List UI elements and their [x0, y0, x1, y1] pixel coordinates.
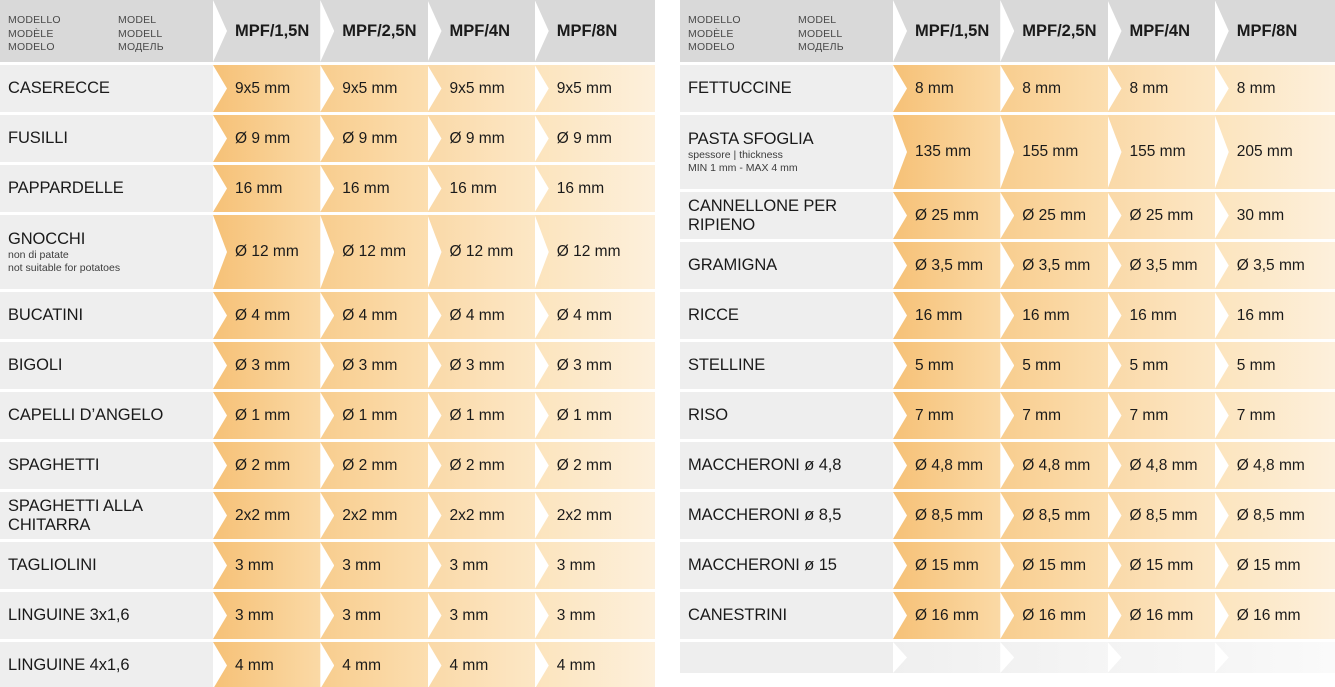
row-value-cell: 155 mm — [1000, 115, 1120, 189]
row-value-cell: Ø 9 mm — [535, 115, 655, 162]
row-product-title: RICCE — [688, 306, 739, 324]
row-value-cell: Ø 12 mm — [428, 215, 548, 289]
row-value-cell: Ø 4 mm — [213, 292, 333, 339]
row-product-name — [680, 642, 893, 673]
row-product-name — [0, 115, 213, 162]
row-value-cell: 30 mm — [1215, 192, 1335, 239]
header-label-modello: MODELLO — [8, 14, 61, 27]
row-product-title: STELLINE — [688, 356, 766, 374]
row-product-name — [0, 442, 213, 489]
row-value-cell: Ø 8,5 mm — [893, 492, 1013, 539]
row-value-cell: 3 mm — [428, 542, 548, 589]
row-product-title: GRAMIGNA — [688, 256, 778, 274]
header-label-model-ru: МОДЕЛЬ — [798, 41, 844, 54]
row-value-cell: 9x5 mm — [213, 65, 333, 112]
row-value-cell: Ø 25 mm — [893, 192, 1013, 239]
row-value-cell: Ø 16 mm — [893, 592, 1013, 639]
table-row — [0, 115, 655, 162]
row-product-name — [680, 242, 893, 289]
row-product-title: RISO — [688, 406, 728, 424]
row-product-name — [680, 592, 893, 639]
row-value-cell: 4 mm — [213, 642, 333, 687]
table-row — [0, 342, 655, 389]
row-value-cell — [1108, 642, 1228, 673]
row-value-cell — [1000, 642, 1120, 673]
row-product-title: FETTUCCINE — [688, 79, 792, 97]
row-value-cell: 135 mm — [893, 115, 1013, 189]
row-value-cell: Ø 12 mm — [535, 215, 655, 289]
row-value-cell: 3 mm — [535, 592, 655, 639]
header-model-mpf25n: MPF/2,5N — [320, 0, 440, 62]
row-value-cell: Ø 3 mm — [428, 342, 548, 389]
header-label-model-ru: МОДЕЛЬ — [118, 41, 164, 54]
table-row — [0, 542, 655, 589]
table-row — [680, 442, 1335, 489]
row-product-name — [0, 215, 213, 289]
row-product-title: TAGLIOLINI — [8, 556, 97, 574]
table-row — [0, 292, 655, 339]
row-value-cell: Ø 3 mm — [213, 342, 333, 389]
row-value-cell: Ø 8,5 mm — [1215, 492, 1335, 539]
row-value-cell: 7 mm — [1108, 392, 1228, 439]
row-product-title: CANNELLONE PER RIPIENO — [688, 196, 837, 234]
row-value-cell: Ø 8,5 mm — [1000, 492, 1120, 539]
table-row — [680, 192, 1335, 239]
row-value-cell: 3 mm — [320, 542, 440, 589]
row-product-title: SPAGHETTI — [8, 456, 100, 474]
row-value-cell: 16 mm — [320, 165, 440, 212]
table-row — [680, 492, 1335, 539]
row-value-cell: 5 mm — [1108, 342, 1228, 389]
header-label-modele: MODÈLE — [688, 27, 734, 40]
row-value-cell: 9x5 mm — [320, 65, 440, 112]
row-value-cell: Ø 2 mm — [428, 442, 548, 489]
row-value-cell: Ø 12 mm — [320, 215, 440, 289]
table-header-row — [680, 0, 1335, 62]
header-label-modelo: MODELO — [688, 41, 735, 54]
row-value-cell: 8 mm — [893, 65, 1013, 112]
header-model-labels — [0, 0, 213, 62]
table-row — [680, 65, 1335, 112]
row-value-cell: 5 mm — [1000, 342, 1120, 389]
row-product-name — [0, 292, 213, 339]
row-value-cell: Ø 1 mm — [213, 392, 333, 439]
row-value-cell: 4 mm — [320, 642, 440, 687]
row-product-name — [0, 592, 213, 639]
table-row — [680, 342, 1335, 389]
row-product-title: FUSILLI — [8, 129, 68, 147]
row-value-cell: 3 mm — [428, 592, 548, 639]
pasta-dies-table-right — [680, 0, 1335, 687]
row-value-cell: 16 mm — [428, 165, 548, 212]
row-product-title: CANESTRINI — [688, 606, 787, 624]
table-row — [680, 115, 1335, 189]
row-value-cell: 7 mm — [1000, 392, 1120, 439]
row-product-subtitle: non di patate — [8, 248, 69, 261]
row-value-cell: Ø 9 mm — [320, 115, 440, 162]
row-product-name — [680, 192, 893, 239]
row-value-cell: 7 mm — [1215, 392, 1335, 439]
table-row — [0, 392, 655, 439]
table-row — [0, 165, 655, 212]
table-row — [0, 492, 655, 539]
row-product-title: MACCHERONI ø 4,8 — [688, 456, 842, 474]
row-value-cell: Ø 9 mm — [428, 115, 548, 162]
row-value-cell: Ø 3,5 mm — [1000, 242, 1120, 289]
row-value-cell: Ø 3 mm — [320, 342, 440, 389]
row-value-cell: Ø 2 mm — [535, 442, 655, 489]
row-value-cell — [1215, 642, 1335, 673]
row-value-cell: Ø 2 mm — [320, 442, 440, 489]
table-row — [680, 642, 1335, 673]
row-product-subtitle: spessore | thickness — [688, 148, 783, 161]
row-value-cell: 16 mm — [213, 165, 333, 212]
header-label-model: MODEL — [798, 14, 837, 27]
header-model-mpf8n: MPF/8N — [1215, 0, 1335, 62]
row-value-cell: Ø 15 mm — [1108, 542, 1228, 589]
row-product-name — [680, 342, 893, 389]
header-model-mpf25n: MPF/2,5N — [1000, 0, 1120, 62]
row-product-title: MACCHERONI ø 8,5 — [688, 506, 842, 524]
row-product-name — [0, 542, 213, 589]
row-product-title: BIGOLI — [8, 356, 63, 374]
row-value-cell: 8 mm — [1000, 65, 1120, 112]
row-value-cell: Ø 4,8 mm — [893, 442, 1013, 489]
row-value-cell: Ø 8,5 mm — [1108, 492, 1228, 539]
row-product-name — [680, 392, 893, 439]
row-value-cell: Ø 3 mm — [535, 342, 655, 389]
row-value-cell: Ø 1 mm — [535, 392, 655, 439]
header-model-mpf4n: MPF/4N — [1108, 0, 1228, 62]
row-value-cell: 155 mm — [1108, 115, 1228, 189]
row-product-name — [0, 492, 213, 539]
row-value-cell: Ø 25 mm — [1000, 192, 1120, 239]
row-value-cell: 16 mm — [1000, 292, 1120, 339]
row-product-subtitle: not suitable for potatoes — [8, 261, 121, 274]
header-label-modello: MODELLO — [688, 14, 741, 27]
row-value-cell: 16 mm — [1215, 292, 1335, 339]
row-value-cell: 3 mm — [213, 542, 333, 589]
row-product-title: PASTA SFOGLIA — [688, 129, 814, 148]
row-product-title: GNOCCHI — [8, 229, 86, 248]
row-value-cell: Ø 15 mm — [1000, 542, 1120, 589]
row-value-cell: 8 mm — [1108, 65, 1228, 112]
row-value-cell: 16 mm — [535, 165, 655, 212]
table-row — [0, 592, 655, 639]
row-product-title: SPAGHETTI ALLA CHITARRA — [8, 496, 143, 534]
row-product-name — [0, 165, 213, 212]
table-row — [680, 542, 1335, 589]
row-product-title: LINGUINE 4x1,6 — [8, 656, 130, 674]
row-product-subtitle: MIN 1 mm - MAX 4 mm — [688, 161, 798, 174]
row-value-cell: Ø 4,8 mm — [1108, 442, 1228, 489]
row-product-name — [0, 342, 213, 389]
row-value-cell: 9x5 mm — [428, 65, 548, 112]
row-value-cell: Ø 1 mm — [428, 392, 548, 439]
row-product-name — [680, 442, 893, 489]
header-model-mpf8n: MPF/8N — [535, 0, 655, 62]
row-product-name — [680, 292, 893, 339]
row-value-cell: Ø 15 mm — [893, 542, 1013, 589]
header-model-mpf15n: MPF/1,5N — [213, 0, 333, 62]
table-row — [0, 215, 655, 289]
row-value-cell: 3 mm — [213, 592, 333, 639]
header-model-mpf4n: MPF/4N — [428, 0, 548, 62]
row-product-name — [0, 392, 213, 439]
row-value-cell: 9x5 mm — [535, 65, 655, 112]
header-model-mpf15n: MPF/1,5N — [893, 0, 1013, 62]
row-value-cell: Ø 12 mm — [213, 215, 333, 289]
row-product-title: PAPPARDELLE — [8, 179, 124, 197]
row-value-cell: 5 mm — [893, 342, 1013, 389]
row-product-name — [680, 115, 893, 189]
row-value-cell: Ø 3,5 mm — [1215, 242, 1335, 289]
table-row — [680, 292, 1335, 339]
row-value-cell: 4 mm — [428, 642, 548, 687]
row-value-cell: 2x2 mm — [320, 492, 440, 539]
row-value-cell: 2x2 mm — [535, 492, 655, 539]
row-value-cell: 3 mm — [535, 542, 655, 589]
row-value-cell: Ø 2 mm — [213, 442, 333, 489]
pasta-dies-table-left — [0, 0, 655, 687]
row-product-title: CASERECCE — [8, 79, 110, 97]
row-value-cell: 4 mm — [535, 642, 655, 687]
row-value-cell: Ø 16 mm — [1108, 592, 1228, 639]
row-value-cell — [893, 642, 1013, 673]
row-value-cell: Ø 4 mm — [428, 292, 548, 339]
row-value-cell: Ø 4,8 mm — [1215, 442, 1335, 489]
table-header-row — [0, 0, 655, 62]
row-product-name — [0, 65, 213, 112]
header-label-modell: MODELL — [118, 27, 163, 40]
row-product-name — [0, 642, 213, 687]
row-value-cell: 5 mm — [1215, 342, 1335, 389]
row-value-cell: Ø 4 mm — [535, 292, 655, 339]
row-value-cell: Ø 16 mm — [1215, 592, 1335, 639]
table-row — [0, 642, 655, 687]
row-product-title: LINGUINE 3x1,6 — [8, 606, 130, 624]
row-value-cell: Ø 15 mm — [1215, 542, 1335, 589]
row-value-cell: Ø 1 mm — [320, 392, 440, 439]
table-row — [680, 592, 1335, 639]
row-product-name — [680, 65, 893, 112]
table-row — [0, 442, 655, 489]
row-value-cell: 16 mm — [1108, 292, 1228, 339]
row-product-title: MACCHERONI ø 15 — [688, 556, 837, 574]
row-value-cell: Ø 4,8 mm — [1000, 442, 1120, 489]
table-row — [0, 65, 655, 112]
row-product-title: BUCATINI — [8, 306, 83, 324]
row-value-cell: Ø 16 mm — [1000, 592, 1120, 639]
header-label-modele: MODÈLE — [8, 27, 54, 40]
header-label-modelo: MODELO — [8, 41, 55, 54]
row-value-cell: 2x2 mm — [428, 492, 548, 539]
row-value-cell: 3 mm — [320, 592, 440, 639]
row-value-cell: Ø 4 mm — [320, 292, 440, 339]
row-value-cell: 7 mm — [893, 392, 1013, 439]
table-row — [680, 242, 1335, 289]
header-model-labels — [680, 0, 893, 62]
row-value-cell: Ø 3,5 mm — [1108, 242, 1228, 289]
row-value-cell: Ø 3,5 mm — [893, 242, 1013, 289]
row-value-cell: Ø 9 mm — [213, 115, 333, 162]
row-value-cell: 8 mm — [1215, 65, 1335, 112]
row-product-name — [680, 492, 893, 539]
row-value-cell: 205 mm — [1215, 115, 1335, 189]
row-value-cell: 16 mm — [893, 292, 1013, 339]
header-label-modell: MODELL — [798, 27, 843, 40]
header-label-model: MODEL — [118, 14, 157, 27]
row-value-cell: 2x2 mm — [213, 492, 333, 539]
row-product-title: CAPELLI D’ANGELO — [8, 406, 164, 424]
row-value-cell: Ø 25 mm — [1108, 192, 1228, 239]
table-row — [680, 392, 1335, 439]
row-product-name — [680, 542, 893, 589]
